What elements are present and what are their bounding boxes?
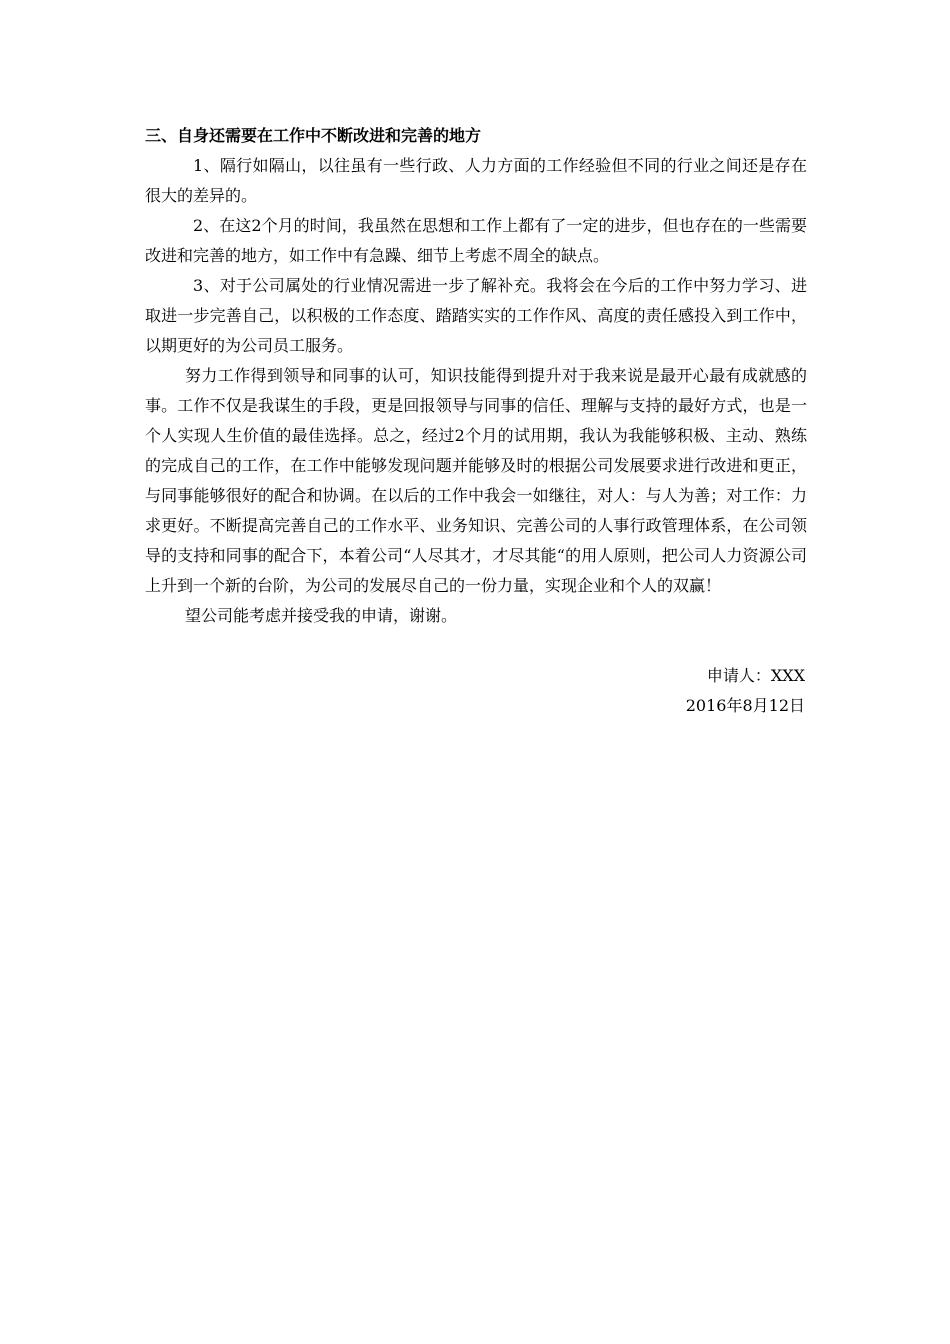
improvement-item-1: 1、隔行如隔山，以往虽有一些行政、人力方面的工作经验但不同的行业之间还是存在很大的差异的。 (145, 156, 807, 205)
section-heading: 三、自身还需要在工作中不断改进和完善的地方 (145, 126, 482, 145)
signature-block (145, 661, 807, 721)
closing-paragraph: 努力工作得到领导和同事的认可，知识技能得到提升对于我来说是最开心最有成就感的事。工作不仅是我谋生的手段，更是回报领导与同事的信任、理解与支持的最好方式，也是一个人实现人生价值的最佳选择。总之，经过2个月的试用期，我认为我能够积极、主动、熟练的完成自己的工作，在工作中能够发现问题并能够及时的根据公司发展要求进行改进和更正，与同事能够很好的配合和协调。在以后的工作中我会一如继往，对人：与人为善；对工作：力求更好。不断提高完善自己的工作水平、业务知识、完善公司的人事行政管理体系，在公司领导的支持和同事的配合下，本着公司“人尽其才，才尽其能“的用人原则，把公司人力资源公司上升到一个新的台阶，为公司的发展尽自己的一份力量，实现企业和个人的双赢！ (145, 366, 807, 595)
applicant-line: 申请人：XXX (706, 666, 805, 685)
date-line: 2016年8月12日 (685, 696, 805, 715)
request-line: 望公司能考虑并接受我的申请，谢谢。 (185, 606, 458, 625)
document-page (145, 121, 807, 721)
improvement-item-2: 2、在这2个月的时间，我虽然在思想和工作上都有了一定的进步，但也存在的一些需要改进和完善的地方，如工作中有急躁、细节上考虑不周全的缺点。 (145, 216, 807, 265)
improvement-item-3: 3、对于公司属处的行业情况需进一步了解补充。我将会在今后的工作中努力学习、进取进一步完善自己，以积极的工作态度、踏踏实实的工作作风、高度的责任感投入到工作中，以期更好的为公司员工服务。 (145, 276, 807, 355)
